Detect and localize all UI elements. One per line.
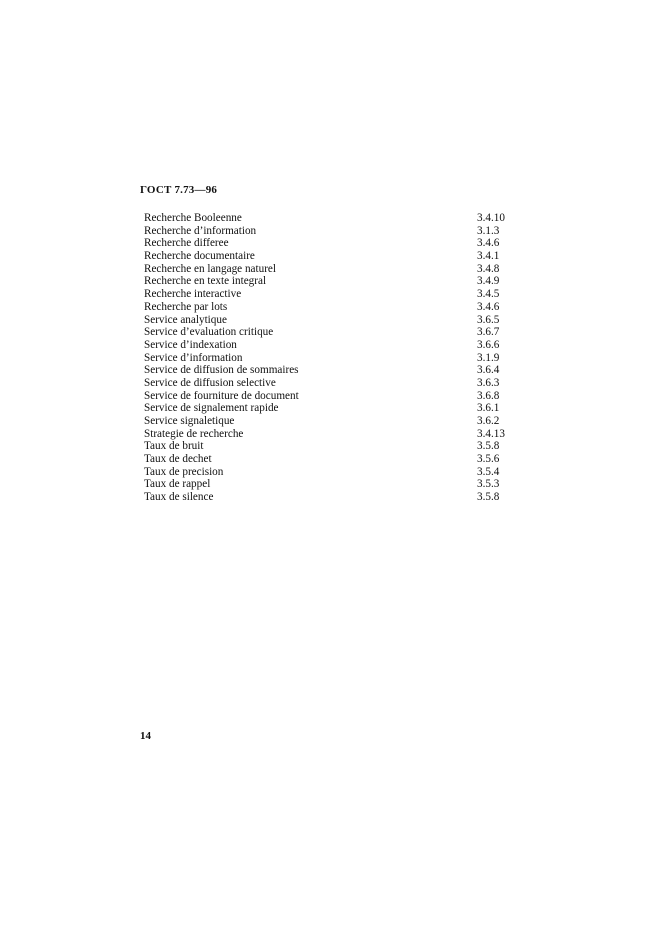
index-entry	[144, 314, 524, 327]
index-entry	[144, 415, 524, 428]
index-entry	[144, 326, 524, 339]
index-reference: 3.4.9	[477, 275, 500, 288]
page-number: 14	[140, 730, 151, 742]
index-term: Service analytique	[144, 313, 227, 326]
index-entry	[144, 339, 524, 352]
index-term: Recherche en langage naturel	[144, 262, 276, 275]
index-term: Service d’information	[144, 351, 243, 364]
index-term: Recherche par lots	[144, 300, 228, 313]
index-term: Taux de rappel	[144, 478, 211, 491]
index-entry	[144, 364, 524, 377]
index-entry	[144, 212, 524, 225]
index-term: Recherche documentaire	[144, 250, 255, 263]
index-entry	[144, 466, 524, 479]
index-entry	[144, 250, 524, 263]
index-entry	[144, 288, 524, 301]
index-reference: 3.5.3	[477, 478, 500, 491]
index-term: Service signaletique	[144, 415, 235, 427]
index-reference: 3.4.5	[477, 288, 500, 301]
index-term: Service de diffusion selective	[144, 376, 276, 389]
index-reference: 3.5.8	[477, 440, 500, 453]
index-reference: 3.4.1	[477, 250, 500, 263]
index-entry	[144, 263, 524, 276]
index-reference: 3.4.10	[477, 212, 505, 224]
index-term: Service de signalement rapide	[144, 402, 279, 415]
index-reference: 3.6.8	[477, 389, 500, 402]
index-entry	[144, 453, 524, 466]
index-term: Taux de bruit	[144, 440, 204, 453]
standard-code-header: ГОСТ 7.73—96	[140, 184, 218, 196]
index-term: Service d’evaluation critique	[144, 326, 274, 339]
index-term: Recherche Booleenne	[144, 212, 242, 224]
index-term: Service d’indexation	[144, 338, 237, 351]
index-term: Service de fourniture de document	[144, 389, 299, 402]
index-entry	[144, 275, 524, 288]
index-reference: 3.4.8	[477, 262, 500, 275]
index-reference: 3.6.4	[477, 364, 500, 377]
term-index-list	[144, 212, 524, 504]
index-term: Taux de silence	[144, 491, 214, 504]
index-term: Strategie de recherche	[144, 427, 244, 440]
index-entry	[144, 491, 524, 504]
index-term: Service de diffusion de sommaires	[144, 364, 299, 377]
index-reference: 3.5.8	[477, 491, 500, 504]
index-reference: 3.1.9	[477, 351, 500, 364]
index-reference: 3.6.2	[477, 415, 500, 427]
index-reference: 3.6.1	[477, 402, 500, 415]
index-reference: 3.5.6	[477, 453, 500, 466]
index-reference: 3.4.6	[477, 300, 500, 313]
index-entry	[144, 478, 524, 491]
index-entry	[144, 225, 524, 238]
index-reference: 3.6.5	[477, 313, 500, 326]
index-entry	[144, 440, 524, 453]
index-reference: 3.1.3	[477, 224, 500, 237]
index-reference: 3.5.4	[477, 465, 500, 478]
index-entry	[144, 237, 524, 250]
index-reference: 3.4.13	[477, 427, 505, 440]
index-term: Taux de dechet	[144, 453, 212, 466]
index-entry	[144, 428, 524, 441]
index-reference: 3.6.3	[477, 376, 500, 389]
index-term: Recherche en texte integral	[144, 275, 267, 288]
index-term: Recherche differee	[144, 237, 229, 250]
index-term: Recherche interactive	[144, 288, 242, 301]
index-entry	[144, 390, 524, 403]
index-term: Recherche d’information	[144, 224, 257, 237]
index-entry	[144, 377, 524, 390]
index-reference: 3.6.7	[477, 326, 500, 339]
index-entry	[144, 352, 524, 365]
index-entry	[144, 402, 524, 415]
index-reference: 3.6.6	[477, 338, 500, 351]
index-entry	[144, 301, 524, 314]
index-reference: 3.4.6	[477, 237, 500, 250]
index-term: Taux de precision	[144, 465, 224, 478]
